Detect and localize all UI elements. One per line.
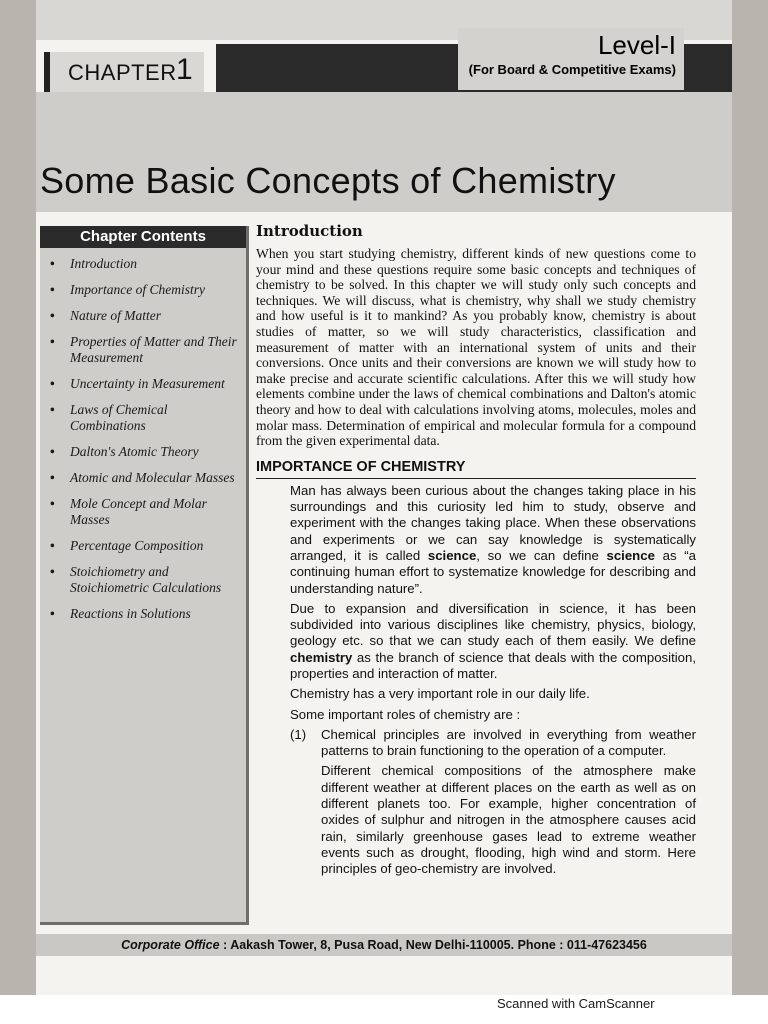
intro-heading: Introduction [256,222,363,240]
toc-item: • Dalton's Atomic Theory [50,444,199,459]
level-title: Level-I [597,30,676,60]
toc-item: • Uncertainty in Measurement [50,376,225,391]
importance-paragraph-1: Man has always been curious about the changes taking place in his surroundings and this curiosity led him to study, observe and experiment with the changes taking place. When these observations and experiments or we can say knowledge is systematically arranged, it is called science, so we can define science as “a continuing human effort to systematize knowledge for describing and understanding nature”. [290,482,697,596]
level-box [458,28,684,90]
importance-paragraph-4: Some important roles of chemistry are : [290,706,521,722]
main-content [256,218,696,882]
scanner-watermark: Scanned with CamScanner [497,996,655,1011]
toc-item: • Atomic and Molecular Masses [50,470,235,485]
toc-item: • Properties of Matter and Their Measurement [50,334,237,365]
importance-body [290,483,696,878]
importance-paragraph-2: Due to expansion and diversification in science, it has been subdivided into various disciplines like chemistry, physics, biology, geology etc. so that we can study each of them easily. We define chemistry as the branch of science that deals with the composition, properties and interaction of matter. [290,600,696,681]
footer-bar [36,934,732,956]
item-paragraph-1: Chemical principles are involved in everything from weather patterns to brain functioning to the operation of a computer. [321,726,696,759]
toc-item: • Percentage Composition [50,538,204,553]
page-title: Some Basic Concepts of Chemistry [40,160,616,201]
chapter-word: CHAPTER [68,60,177,85]
footer-text: : Aakash Tower, 8, Pusa Road, New Delhi-110005. Phone : 011-47623456 [219,938,647,952]
toc-item: • Reactions in Solutions [50,606,191,621]
intro-paragraph: When you start studying chemistry, different kinds of new questions come to your mind and these questions require some basic concepts and techniques of chemistry to be solved. In this chapter we will study only such concepts and techniques. We will discuss, what is chemistry, why shall we study chemistry and how useful is it to mankind? As you probably know, chemistry is about studies of matter, so we will study characteristics, classification and measurement of matter with an international system of units and their conversions. Once units and their conversions are known we will study how to make precise and accurate scientific calculations. After this we will study how elements combine under the laws of chemical combinations and Dalton's atomic theory and how to deal with calculations involving atoms, molecules, moles and molar mass. Determination of empirical and molecular formula for a compound from the given experimental data. [256,246,696,449]
item-number: (1) [290,726,307,742]
importance-paragraph-3: Chemistry has a very important role in our daily life. [290,686,590,702]
item-paragraph-2: Different chemical compositions of the atmosphere make different weather at different places on the earth as well as on different planets too. For example, higher concentration of oxides of sulphur and nitrogen in the atmosphere causes acid rain, similarly greenhouse gases lead to extreme weather events such as drought, flooding, high wind and storm. Here principles of geo-chemistry are involved. [321,763,696,877]
footer-label: Corporate Office [121,938,220,952]
level-subtitle: (For Board & Competitive Exams) [468,62,676,77]
chapter-contents-sidebar [40,226,249,925]
chapter-number: 1 [176,53,193,86]
roles-list-item [290,727,696,878]
toc-list [40,248,246,622]
chapter-tab [44,52,204,92]
toc-item: • Introduction [50,256,137,271]
sidebar-heading: Chapter Contents [40,226,246,248]
toc-item: • Stoichiometry and Stoichiometric Calculations [50,564,222,595]
document-page [36,0,732,995]
toc-item: • Importance of Chemistry [50,282,205,297]
toc-item: • Nature of Matter [50,308,161,323]
toc-item: • Mole Concept and Molar Masses [50,496,207,527]
importance-heading: IMPORTANCE OF CHEMISTRY [256,459,696,479]
toc-item: • Laws of Chemical Combinations [50,402,168,433]
